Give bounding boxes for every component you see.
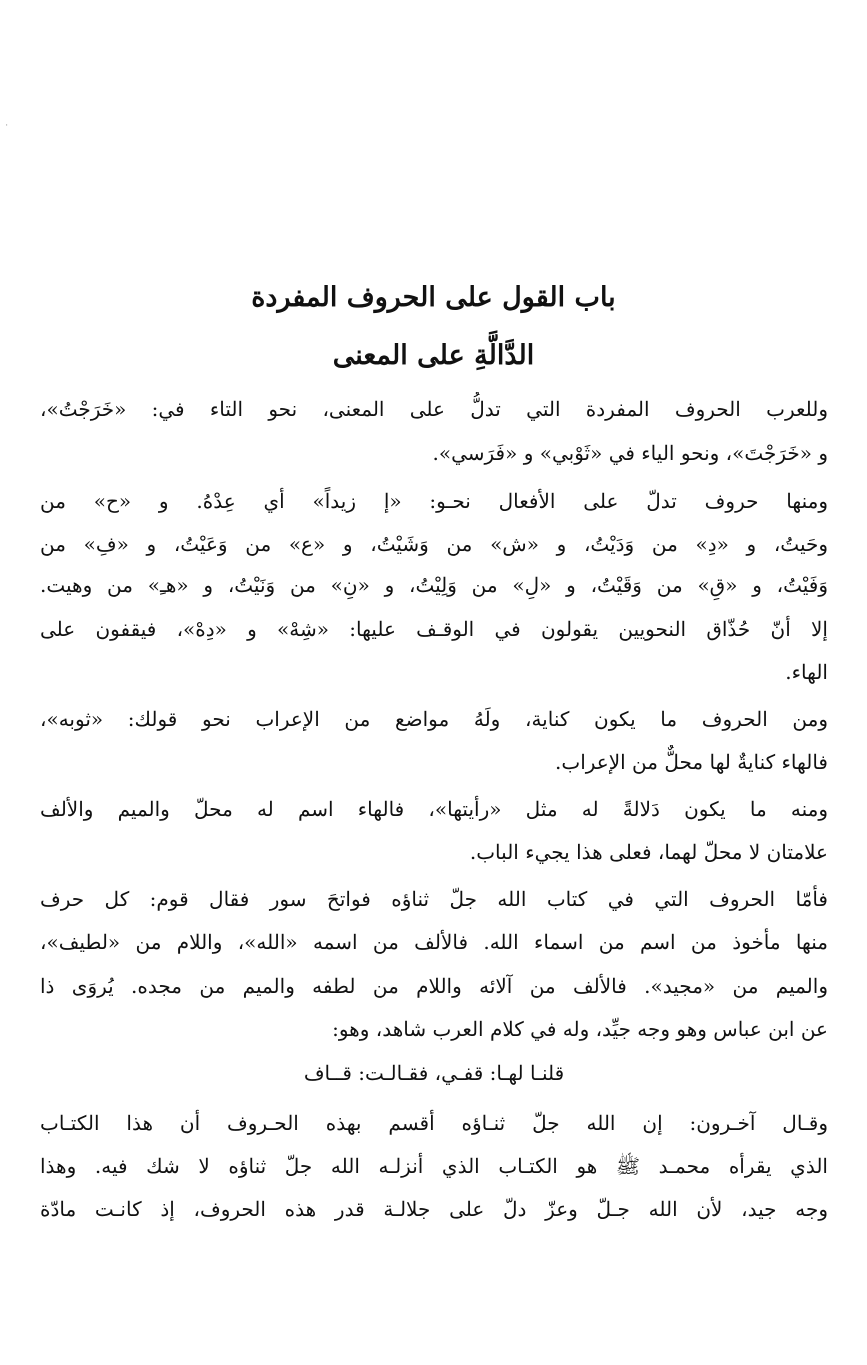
verse-line: قلنـا لهـا: قفـي، فقـالـت: قــاف bbox=[303, 1061, 565, 1085]
chapter-title-line-1: باب القول على الحروف المفردة bbox=[251, 282, 616, 313]
text-line: ومن الحروف ما يكون كناية، ولَهُ مواضع من الإعراب نحو قولك: «ثوبه»، bbox=[40, 707, 828, 731]
text-line: الهاء. bbox=[785, 660, 828, 684]
text-line: ومنه ما يكون دَلالةً له مثل «رأيتها»، فالهاء اسم له محلّ والميم والألف bbox=[40, 797, 828, 821]
text-line: علامتان لا محلّ لهما، فعلى هذا يجيء الباب. bbox=[469, 840, 828, 864]
text-line: إلا أنّ حُذّاق النحويين يقولون في الوقـف عليها: «شِهْ» و «دِهْ»، فيقفون على bbox=[40, 617, 828, 641]
text-line: وللعرب الحروف المفردة التي تدلُّ على المعنى، نحو التاء في: «خَرَجْتُ»، bbox=[40, 397, 828, 421]
text-line: وَفَيْتُ، و «قِ» من وَقَيْتُ، و «لِ» من وَلِيْتُ، و «نِ» من وَنَيْتُ، و «هـِ» من وهيت. bbox=[40, 573, 828, 597]
text-line: وجه جيد، لأن الله جـلّ وعزّ دلّ على جلالـة قدر هذه الحروف، إذ كانـت مادّة bbox=[40, 1197, 828, 1221]
text-line: فالهاء كنايةٌ لها محلٌّ من الإعراب. bbox=[555, 750, 828, 774]
text-line: عن ابن عباس وهو وجه جيِّد، وله في كلام العرب شاهد، وهو: bbox=[332, 1017, 828, 1041]
text-line: منها مأخوذ من اسم من اسماء الله. فالألف من اسمه «الله»، واللام من «لطيف»، bbox=[40, 930, 828, 954]
text-line: وحَيتُ، و «دِ» من وَدَيْتُ، و «ش» من وَشَيْتُ، و «ع» من وَعَيْتُ، و «فِ» من bbox=[40, 532, 828, 556]
text-line: وقـال آخـرون: إن الله جلّ ثنـاؤه أقسم بهذه الحـروف أن هذا الكتـاب bbox=[40, 1111, 828, 1135]
text-line: و «خَرَجْتَ»، ونحو الياء في «ثَوْبي» و «فَرَسي». bbox=[432, 441, 828, 465]
text-line: والميم من «مجيد». فالألف من آلائه واللام من لطفه والميم من مجده. يُروَى ذا bbox=[40, 974, 828, 998]
text-line: ومنها حروف تدلّ على الأفعال نحـو: «إ زيداً» أي عِدْهُ. و «ح» من bbox=[40, 489, 828, 513]
chapter-title-line-2: الدَّالَّةِ على المعنى bbox=[332, 340, 535, 371]
text-line: فأمّا الحروف التي في كتاب الله جلّ ثناؤه فواتحَ سور فقال قوم: كل حرف bbox=[40, 887, 828, 911]
text-line: الذي يقرأه محمـد ﷺ هو الكتـاب الذي أنزلـه الله جلّ ثناؤه لا شك فيه. وهذا bbox=[40, 1154, 828, 1178]
margin-mark: ' bbox=[6, 124, 8, 131]
